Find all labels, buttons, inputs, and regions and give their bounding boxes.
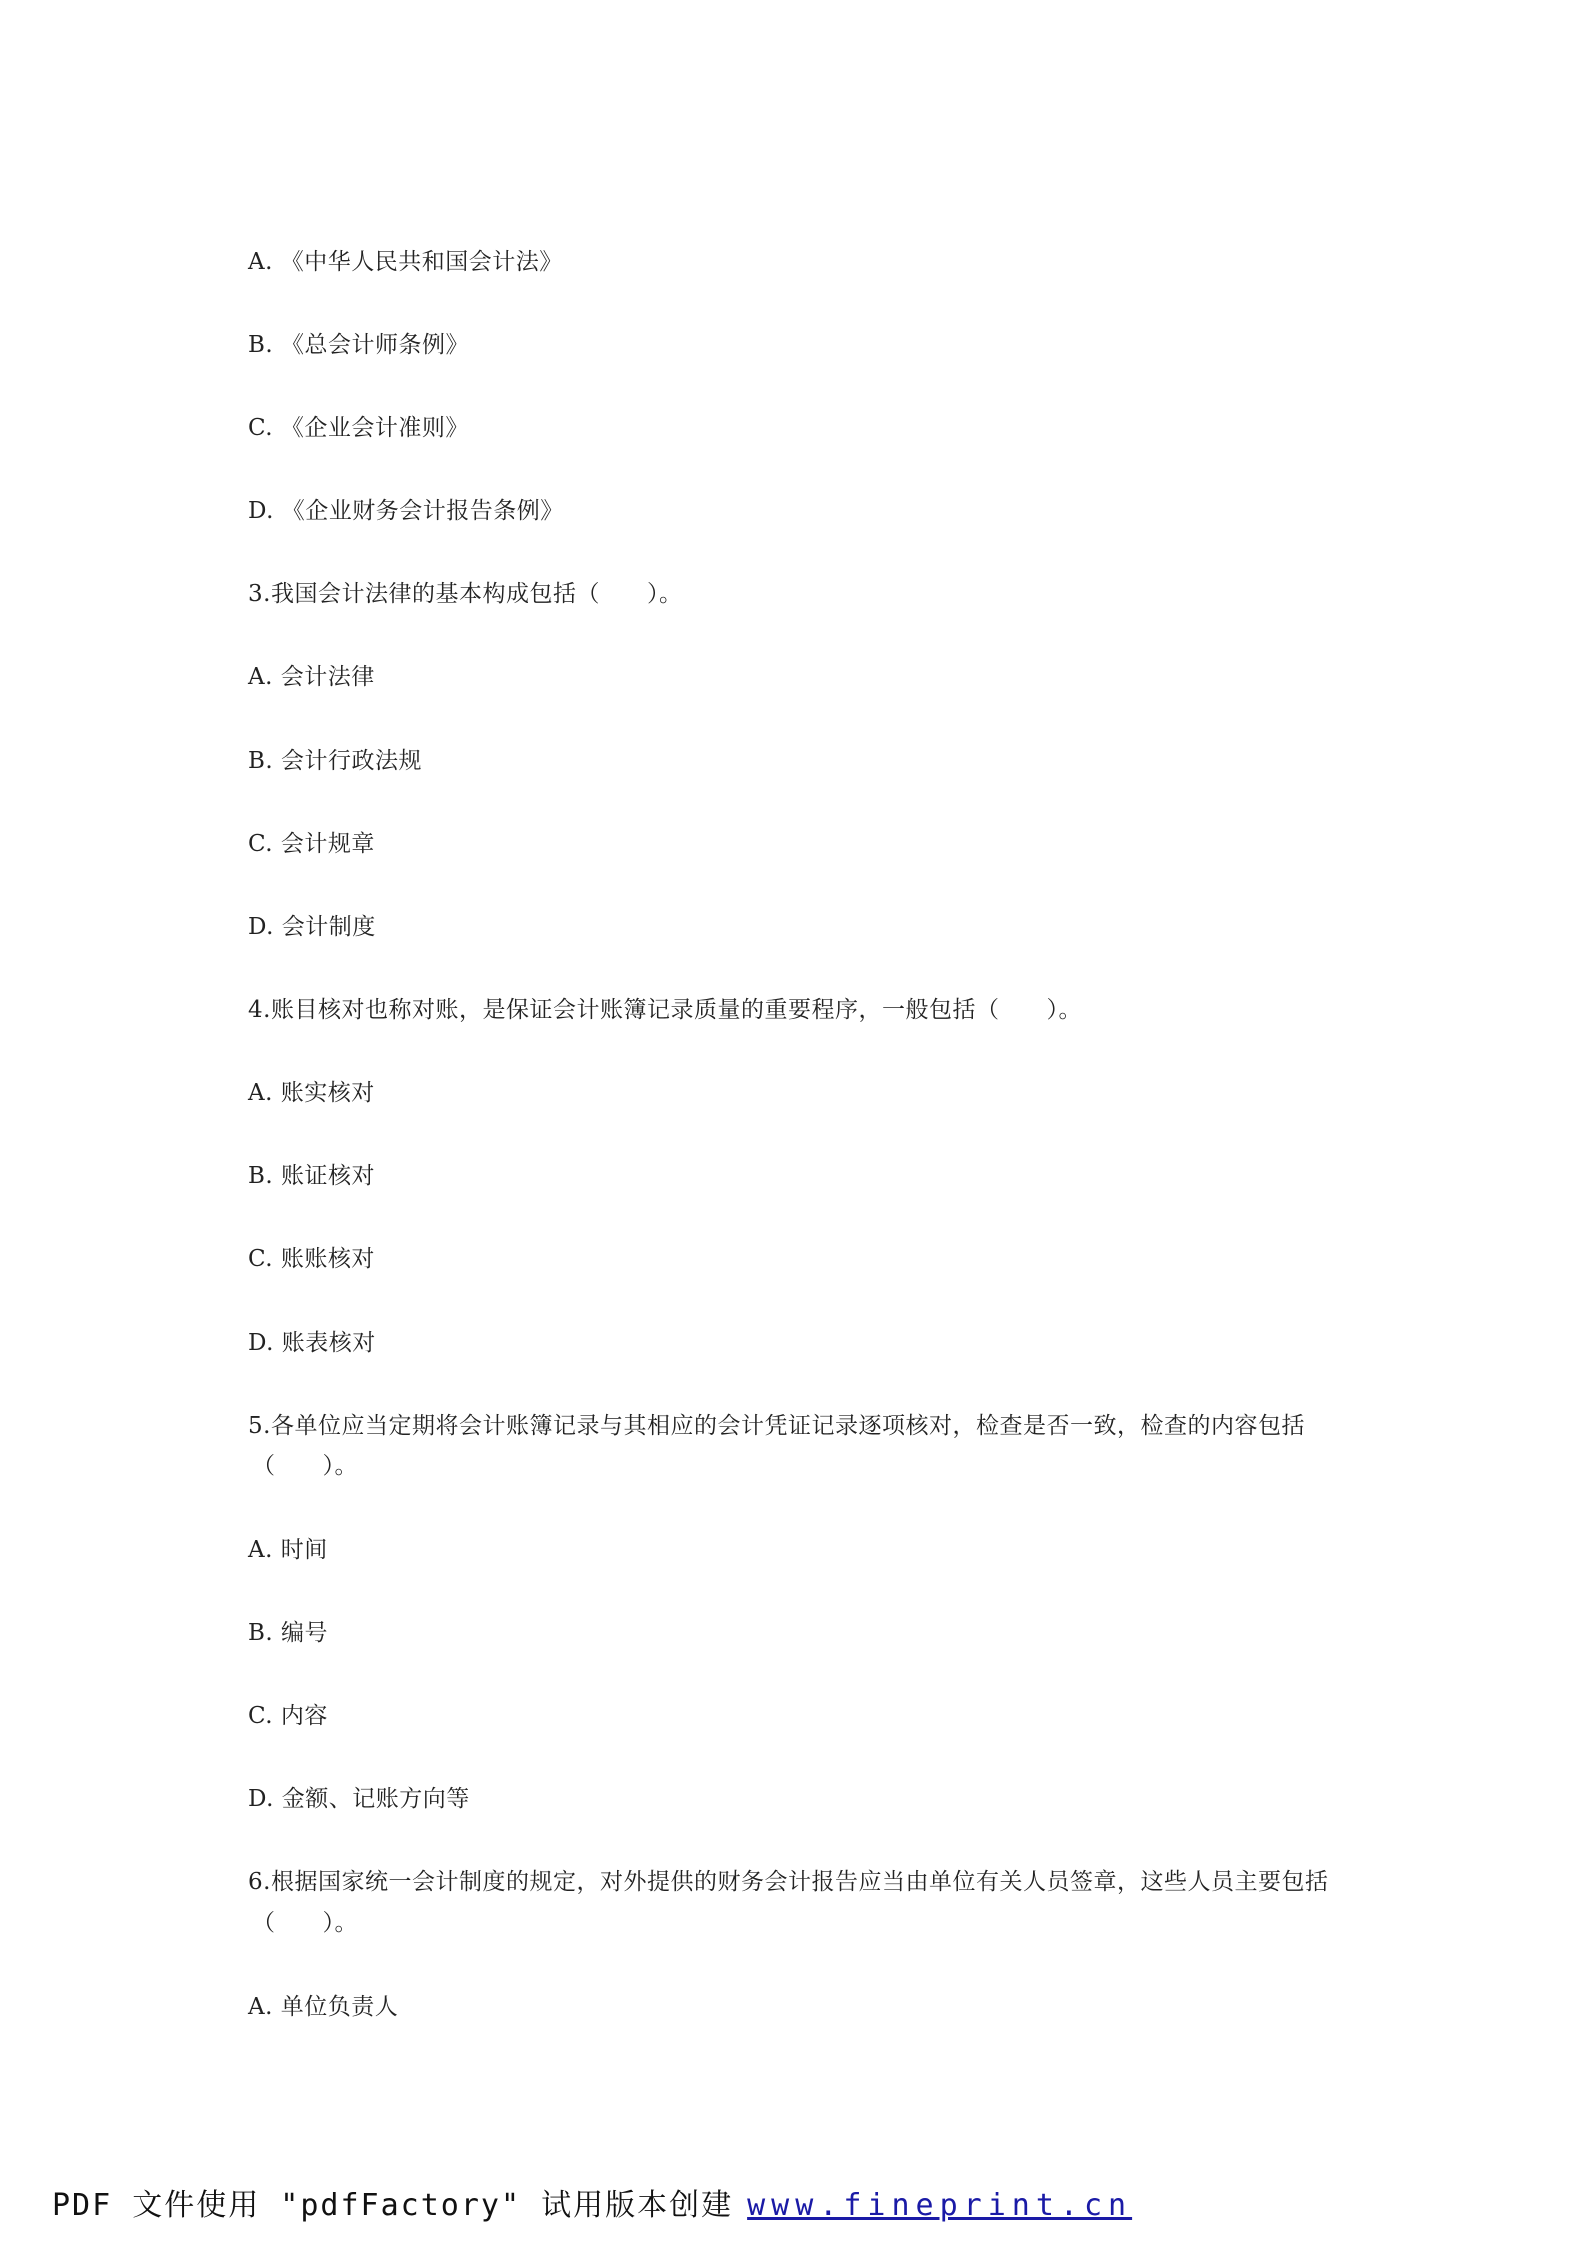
q2-option-c: C. 《企业会计准则》 <box>248 415 469 441</box>
q3-option-c: C. 会计规章 <box>248 831 375 857</box>
q6-option-a: A. 单位负责人 <box>248 1994 399 2020</box>
q5-option-d: D. 金额、记账方向等 <box>248 1786 470 1812</box>
q3-option-b: B. 会计行政法规 <box>248 748 423 774</box>
q6-question-continuation: （ ）。 <box>252 1910 358 1936</box>
q2-option-b: B. 《总会计师条例》 <box>248 332 470 358</box>
q3-question: 3.我国会计法律的基本构成包括（ ）。 <box>248 581 683 607</box>
footer-note: PDF 文件使用 "pdfFactory" 试用版本创建 <box>52 2188 734 2223</box>
q5-option-a: A. 时间 <box>248 1537 328 1563</box>
q5-question: 5.各单位应当定期将会计账簿记录与其相应的会计凭证记录逐项核对，检查是否一致，检查的内容包括 <box>248 1413 1305 1439</box>
q5-question-continuation: （ ）。 <box>252 1453 358 1479</box>
q3-option-a: A. 会计法律 <box>248 664 375 690</box>
q4-option-b: B. 账证核对 <box>248 1163 376 1189</box>
q2-option-d: D. 《企业财务会计报告条例》 <box>248 498 564 524</box>
q3-option-d: D. 会计制度 <box>248 914 376 940</box>
q4-option-d: D. 账表核对 <box>248 1330 376 1356</box>
q5-option-b: B. 编号 <box>248 1620 329 1646</box>
q6-question: 6.根据国家统一会计制度的规定，对外提供的财务会计报告应当由单位有关人员签章，这些人员主要包括 <box>248 1869 1329 1895</box>
q4-option-a: A. 账实核对 <box>248 1080 375 1106</box>
q4-question: 4.账目核对也称对账，是保证会计账簿记录质量的重要程序，一般包括（ ）。 <box>248 997 1082 1023</box>
q2-option-a: A. 《中华人民共和国会计法》 <box>248 249 563 275</box>
pdf-footer <box>52 2184 1132 2228</box>
footer-link[interactable]: www.fineprint.cn <box>747 2188 1133 2223</box>
q5-option-c: C. 内容 <box>248 1703 328 1729</box>
q4-option-c: C. 账账核对 <box>248 1246 375 1272</box>
